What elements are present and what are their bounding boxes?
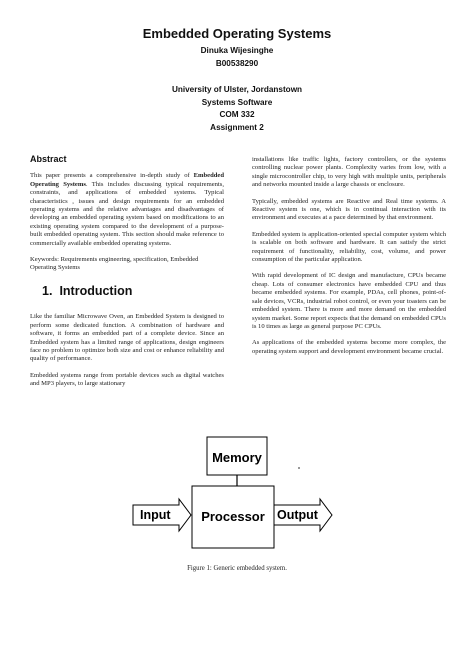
memory-box [207, 437, 267, 475]
right-paragraph-5: As applications of the embedded systems become more complex, the operating system support and development environment became crucial. [252, 339, 446, 355]
memory-label: Memory [212, 450, 262, 465]
introduction-heading [30, 283, 224, 298]
right-paragraph-1: installations like traffic lights, factory controllers, or the systems controlling nuclear power plants. Complexity varies from low, with a single microcontroller chip, to very high with multiple units, peripherals and networks mounted inside a large chassis or enclosure. [252, 156, 446, 189]
right-paragraph-4: With rapid development of IC design and manufacture, CPUs became cheap. Lots of consumer electronics have embedded CPU and thus became embedded systems. For example, PDAs, cell phones, point-of-sale devices, VCRs, industrial robot control, or even your toasters can be embedded system. There is more and more demand on the embedded system market. Some report expects that the demand on embedded CPUs is 10 times as large as general purpose PC CPUs. [252, 272, 446, 330]
input-arrow [133, 499, 191, 531]
author-block [0, 45, 474, 70]
student-id: B00538290 [215, 58, 259, 68]
figure-caption: Figure 1: Generic embedded system. [187, 565, 287, 572]
processor-box [192, 486, 274, 548]
stray-mark [298, 467, 300, 469]
assignment-label: Assignment 2 [210, 122, 264, 132]
author-name: Dinuka Wijesinghe [200, 46, 274, 55]
university-name: University of Ulster, Jordanstown [171, 85, 303, 94]
course-code: COM 332 [219, 110, 255, 119]
intro-paragraph-2: Embedded systems range from portable devices such as digital watches and MP3 players, to large stationary [30, 371, 224, 388]
abstract-bold-term: Embedded Operating Systems [30, 172, 224, 188]
embedded-system-diagram [0, 430, 474, 560]
keywords: Keywords: Requirements engineering, specification, Embedded Operating Systems [30, 256, 199, 272]
abstract-text-end: . This includes discussing typical requirements, constraints, and applications of embedded systems. Typical characteristics , issues and design requirements for an embedded operating systems and the relative advantages and disadvantages of developing an embedded operating system based on modifications to an existing operating system compared to the development of a purpose-built embedded operating system. This section should make reference to commercially available embedded operating systems. [30, 180, 224, 247]
output-arrow [274, 499, 332, 531]
abstract-heading: Abstract [30, 154, 67, 164]
processor-label: Processor [201, 509, 265, 524]
left-column [30, 150, 224, 397]
input-label: Input [140, 508, 171, 522]
course-name: Systems Software [201, 97, 273, 107]
right-paragraph-3: Embedded system is application-oriented special computer system which is scalable on both software and hardware. It can satisfy the strict requirement of functionality, reliability, cost, volume, and power consumption of the particular application. [252, 230, 446, 264]
right-column [252, 156, 446, 364]
output-label: Output [277, 508, 318, 522]
document-title: Embedded Operating Systems [142, 26, 332, 41]
abstract-text [30, 172, 224, 248]
intro-paragraph-1: Like the familiar Microwave Oven, an Embedded System is designed to perform some dedicated function. A combination of hardware and software, it forms an embedded part of a complete device. Since an Embedded system has a limited range of applications, design engineers face no problem to optimize both size and cost or enhance reliability and quality of performance. [30, 313, 224, 363]
section-title: Introduction [59, 283, 133, 298]
section-number: 1. [42, 283, 53, 298]
affiliation-block [0, 84, 474, 134]
right-paragraph-2: Typically, embedded systems are Reactive and Real time systems. A Reactive system is one, which is in continual interaction with its environment and executes at a pace determined by that environment. [252, 197, 446, 222]
abstract-text-start: This paper presents a comprehensive in-depth study of [30, 172, 194, 180]
